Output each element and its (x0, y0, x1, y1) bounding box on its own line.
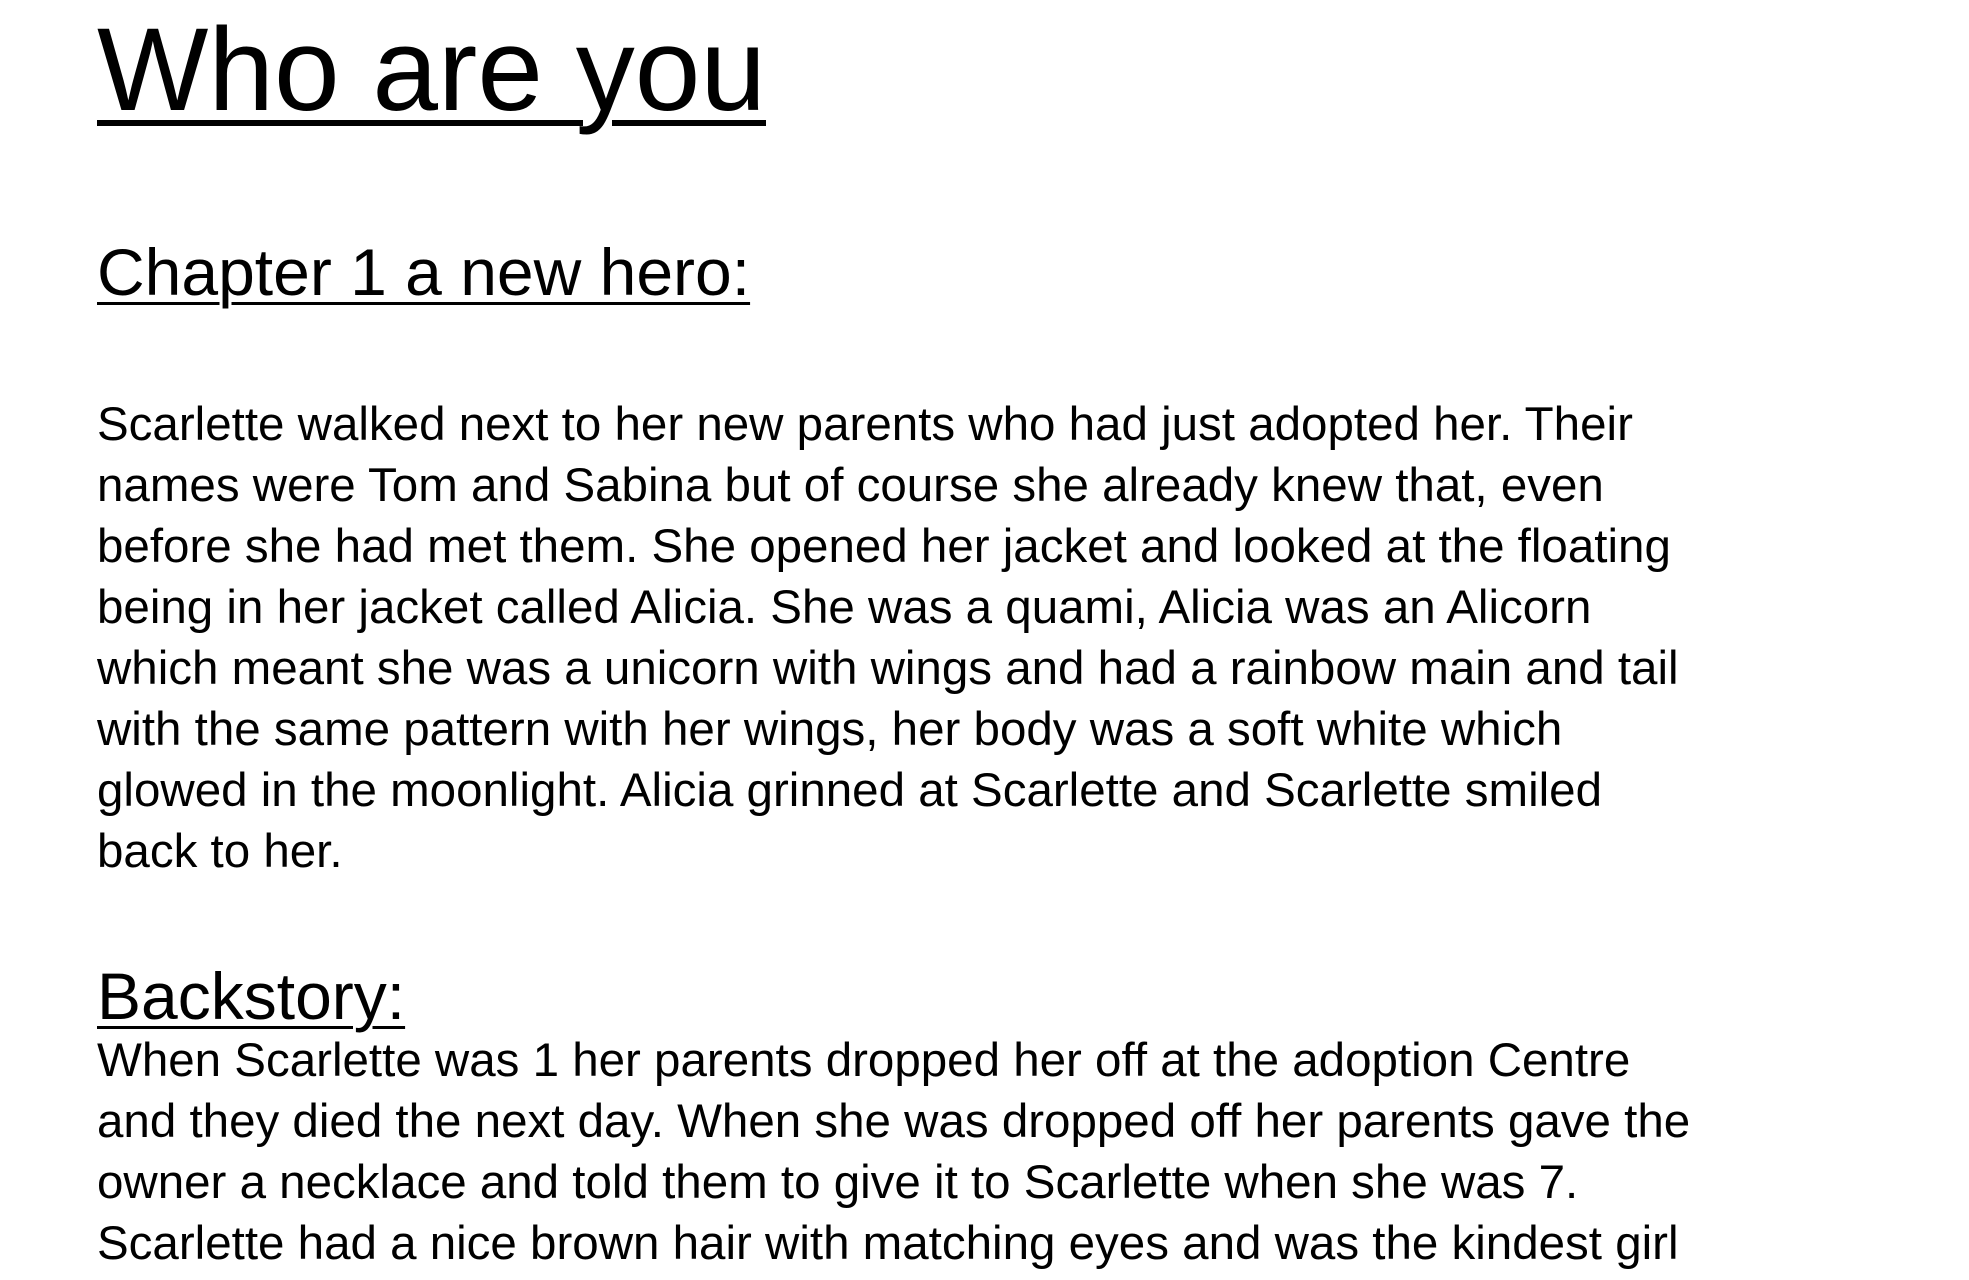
chapter-heading: Chapter 1 a new hero: (97, 235, 751, 309)
paragraph-line: with the same pattern with her wings, her body was a soft white which (97, 703, 1563, 756)
document-page (97, 0, 1957, 1280)
paragraph-line: names were Tom and Sabina but of course she already knew that, even (97, 459, 1604, 512)
paragraph-line: When Scarlette was 1 her parents dropped her off at the adoption Centre (97, 1034, 1631, 1087)
paragraph-line: owner a necklace and told them to give it to Scarlette when she was 7. (97, 1156, 1579, 1209)
paragraph-line: before she had met them. She opened her jacket and looked at the floating (97, 520, 1671, 573)
paragraph-line: and they died the next day. When she was dropped off her parents gave the (97, 1095, 1691, 1148)
paragraph-line: Scarlette walked next to her new parents who had just adopted her. Their (97, 398, 1633, 451)
chapter-paragraph (97, 394, 1957, 882)
paragraph-line: being in her jacket called Alicia. She was a quami, Alicia was an Alicorn (97, 581, 1592, 634)
paragraph-line: glowed in the moonlight. Alicia grinned at Scarlette and Scarlette smiled (97, 764, 1603, 817)
backstory-heading: Backstory: (97, 959, 406, 1033)
backstory-paragraph (97, 1030, 1957, 1274)
paragraph-line: Scarlette had a nice brown hair with matching eyes and was the kindest girl (97, 1217, 1679, 1270)
paragraph-line: which meant she was a unicorn with wings and had a rainbow main and tail (97, 642, 1679, 695)
document-title: Who are you (97, 4, 766, 136)
paragraph-line: back to her. (97, 825, 343, 878)
